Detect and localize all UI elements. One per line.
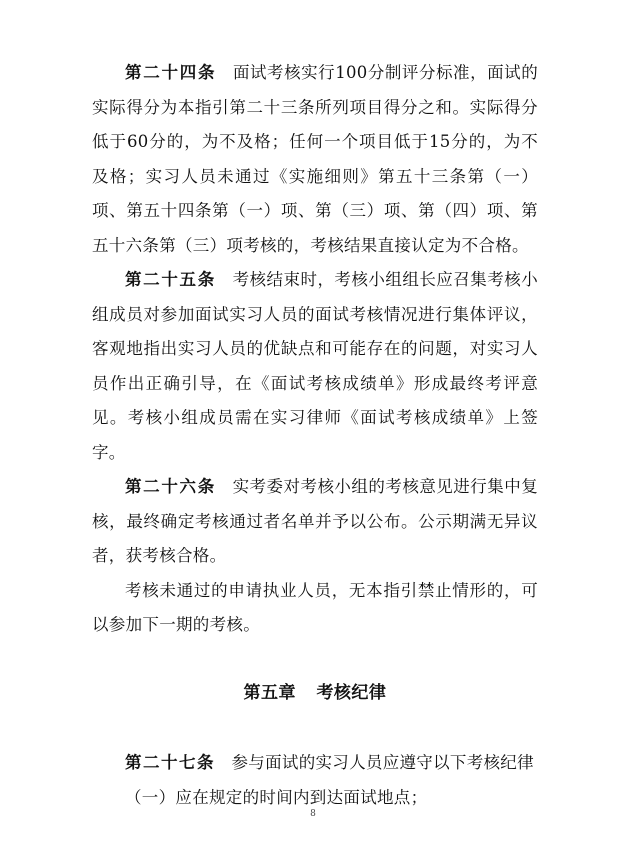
page-number: 8 [310, 809, 316, 819]
article-27-text: 参与面试的实习人员应遵守以下考核纪律 [231, 753, 534, 772]
page-body [92, 56, 539, 807]
article-24 [92, 56, 538, 263]
chapter-number: 第五章 [243, 683, 297, 703]
rule-item-1: （一）应在规定的时间内到达面试地点； [125, 787, 428, 807]
rules-block [92, 746, 538, 815]
article-27-number: 第二十七条 [125, 753, 215, 772]
article-25-number: 第二十五条 [125, 270, 216, 289]
chapter-heading [92, 676, 538, 710]
article-26-text: 实考委对考核小组的考核意见进行集中复核，最终确定考核通过者名单并予以公布。公示期满无异议者，获考核合格。 [92, 477, 538, 565]
article-26-number: 第二十六条 [125, 477, 216, 496]
article-25 [92, 263, 538, 470]
article-24-number: 第二十四条 [125, 63, 217, 82]
chapter-title: 考核纪律 [316, 683, 387, 703]
plain-paragraph: 考核未通过的申请执业人员，无本指引禁止情形的，可以参加下一期的考核。 [92, 580, 538, 634]
article-26 [92, 470, 538, 574]
article-25-text: 考核结束时，考核小组组长应召集考核小组成员对参加面试实习人员的面试考核情况进行集体评议，客观地指出实习人员的优缺点和可能存在的问题，对实习人员作出正确引导，在《面试考核成绩单》形成最终考评意见。考核小组成员需在实习律师《面试考核成绩单》上签字。 [92, 270, 538, 462]
article-27 [92, 746, 538, 781]
article-24-text: 面试考核实行100分制评分标准，面试的实际得分为本指引第二十三条所列项目得分之和。实际得分低于60分的，为不及格；任何一个项目低于15分的，为不及格；实习人员未通过《实施细则》第五十三条第（一）项、第五十四条第（一）项、第（三）项、第（四）项、第五十六条第（三）项考核的，考核结果直接认定为不合格。 [92, 63, 539, 255]
